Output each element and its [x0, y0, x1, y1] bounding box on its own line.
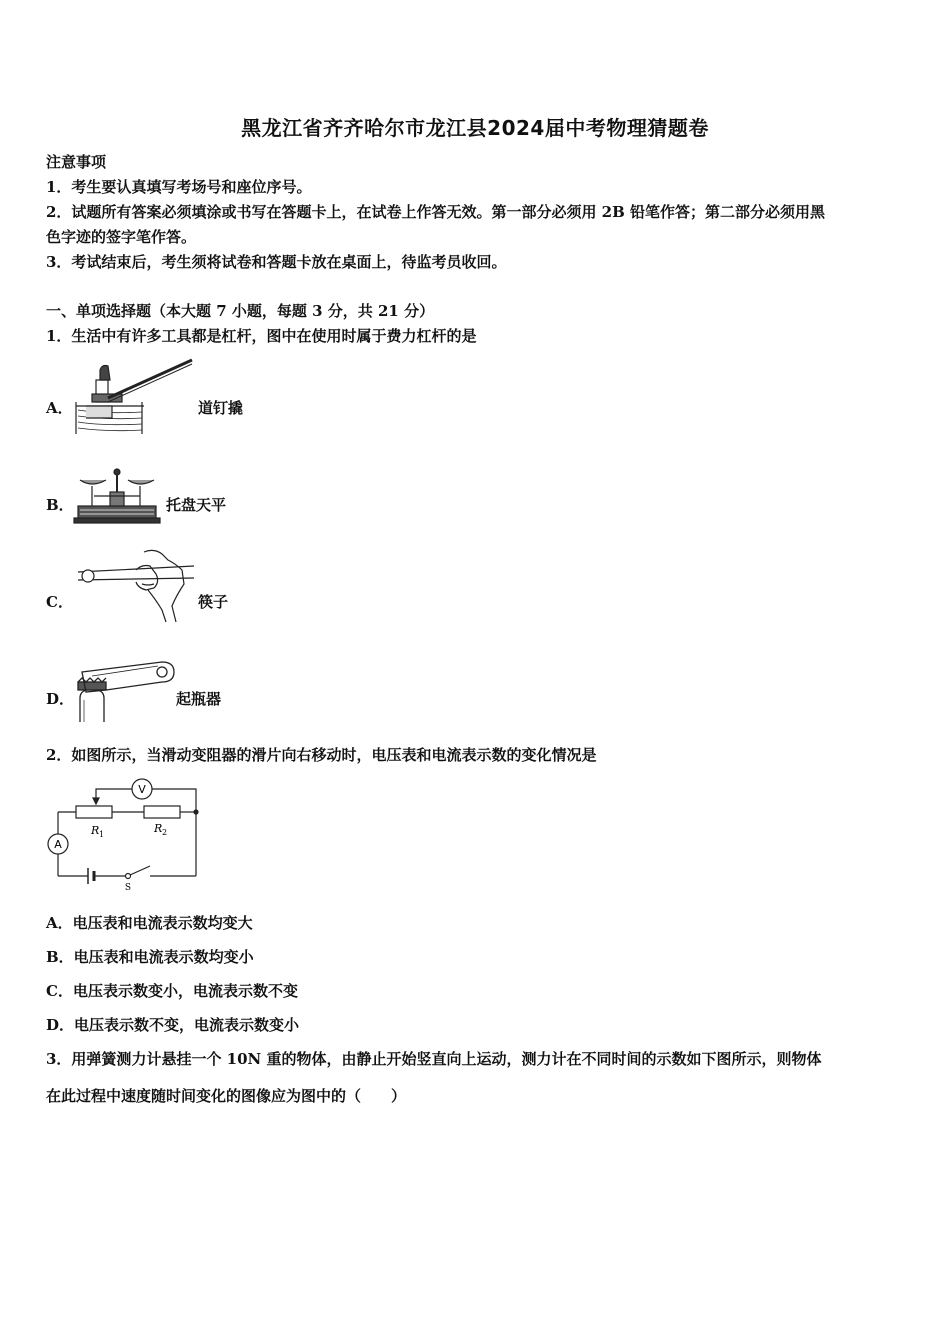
q1-option-c-letter: C． — [46, 593, 73, 611]
notice-item-2: 2．试题所有答案必须填涂或书写在答题卡上，在试卷上作答无效。第一部分必须用 2B 铅笔作答；第二部分必须用黑 — [46, 203, 826, 221]
q1-option-a-label: 道钉撬 — [198, 399, 244, 417]
question-3-stem-line2: 在此过程中速度随时间变化的图像应为图中的（ ） — [46, 1087, 407, 1105]
r2-label: R — [154, 822, 163, 835]
q2-option-b: B．电压表和电流表示数均变小 — [46, 948, 254, 966]
section-heading: 一、单项选择题（本大题 7 小题，每题 3 分，共 21 分） — [46, 302, 435, 320]
voltmeter-label: V — [138, 783, 146, 796]
q1-option-b-label: 托盘天平 — [166, 496, 227, 514]
bottle-opener-icon — [72, 656, 177, 724]
notice-item-1: 1．考生要认真填写考场号和座位序号。 — [46, 178, 312, 196]
r1-label: R — [91, 824, 100, 837]
q1-option-d-label: 起瓶器 — [176, 690, 222, 708]
circuit-diagram — [44, 772, 204, 892]
q1-option-c-label: 筷子 — [198, 593, 229, 611]
ammeter-label: A — [54, 838, 62, 851]
r1-subscript: 1 — [99, 830, 105, 839]
question-3-stem-line1: 3．用弹簧测力计悬挂一个 10N 重的物体，由静止开始竖直向上运动，测力计在不同时间的示数如下图所示，则物体 — [46, 1050, 822, 1068]
page-title: 黑龙江省齐齐哈尔市龙江县2024届中考物理猜题卷 — [241, 116, 709, 140]
q1-option-a-letter: A． — [46, 399, 73, 417]
q1-option-b-letter: B． — [46, 496, 74, 514]
r2-subscript: 2 — [162, 828, 168, 837]
notice-item-3: 3．考试结束后，考生须将试卷和答题卡放在桌面上，待监考员收回。 — [46, 253, 507, 271]
question-2-stem: 2．如图所示，当滑动变阻器的滑片向右移动时，电压表和电流表示数的变化情况是 — [46, 746, 597, 764]
balance-scale-icon — [72, 466, 162, 526]
switch-label: S — [124, 883, 132, 892]
notice-item-2-cont: 色字迹的签字笔作答。 — [46, 228, 197, 246]
notice-heading: 注意事项 — [46, 153, 107, 171]
rail-spike-lever-icon — [72, 358, 197, 438]
q2-option-d: D．电压表示数不变，电流表示数变小 — [46, 1016, 300, 1034]
chopsticks-hand-icon — [76, 548, 196, 624]
q2-option-a: A．电压表和电流表示数均变大 — [46, 914, 253, 932]
q2-option-c: C．电压表示数变小，电流表示数不变 — [46, 982, 298, 1000]
question-1-stem: 1．生活中有许多工具都是杠杆，图中在使用时属于费力杠杆的是 — [46, 327, 477, 345]
q1-option-d-letter: D． — [46, 690, 75, 708]
